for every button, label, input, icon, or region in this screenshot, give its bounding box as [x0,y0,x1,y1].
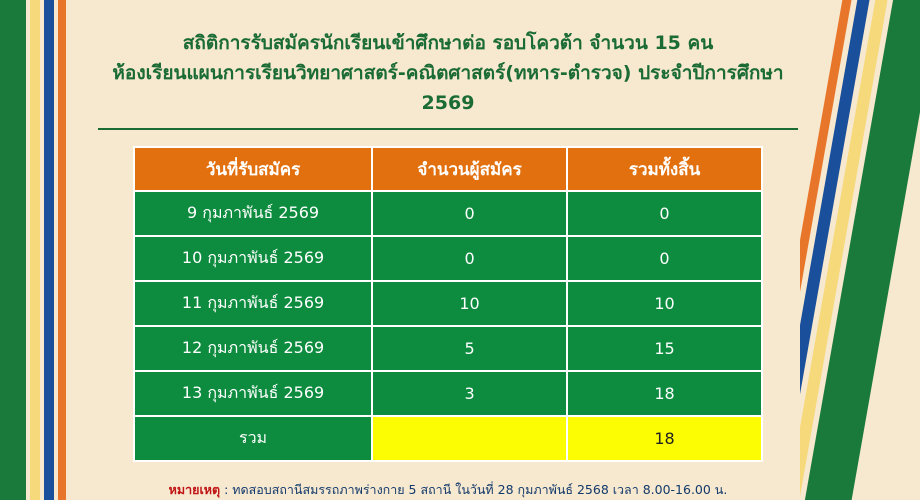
cell-summary-applicants [372,416,567,461]
table-row [134,326,762,371]
cell-summary-total: 18 [567,416,762,461]
cell-applicants: 0 [372,236,567,281]
column-header-total: รวมทั้งสิ้น [567,147,762,191]
cell-applicants: 0 [372,191,567,236]
ribbon-bar-blue [44,0,54,500]
left-ribbon-decoration [0,0,86,500]
table-row [134,281,762,326]
cell-applicants: 10 [372,281,567,326]
cell-applicants: 5 [372,326,567,371]
table-row [134,191,762,236]
cell-total: 18 [567,371,762,416]
cell-summary-label: รวม [134,416,372,461]
title-divider [98,128,798,130]
ribbon-bar-yellow [30,0,40,500]
cell-total: 0 [567,191,762,236]
table-body [134,191,762,461]
statistics-table [133,146,763,462]
cell-total: 0 [567,236,762,281]
ribbon-bar-green [0,0,26,500]
page-title [86,0,810,130]
slide-content [86,0,810,500]
table-summary-row [134,416,762,461]
cell-date: 12 กุมภาพันธ์ 2569 [134,326,372,371]
title-line-2: ห้องเรียนแผนการเรียนวิทยาศาสตร์-คณิตศาสตร์(ทหาร-ตำรวจ) ประจำปีการศึกษา 2569 [112,62,784,114]
table-header-row [134,147,762,191]
statistics-table-wrapper [133,146,763,462]
title-line-1: สถิติการรับสมัครนักเรียนเข้าศึกษาต่อ รอบโควต้า จำนวน 15 คน [182,32,714,54]
footnote [118,480,778,500]
cell-date: 10 กุมภาพันธ์ 2569 [134,236,372,281]
table-row [134,236,762,281]
right-ribbon-decoration [800,0,920,500]
table-row [134,371,762,416]
cell-total: 15 [567,326,762,371]
cell-date: 11 กุมภาพันธ์ 2569 [134,281,372,326]
cell-total: 10 [567,281,762,326]
table-header [134,147,762,191]
cell-applicants: 3 [372,371,567,416]
column-header-date: วันที่รับสมัคร [134,147,372,191]
cell-date: 13 กุมภาพันธ์ 2569 [134,371,372,416]
footnote-label: หมายเหตุ [168,482,221,497]
footnote-text: : ทดสอบสถานีสมรรถภาพร่างกาย 5 สถานี ในวันที่ 28 กุมภาพันธ์ 2568 เวลา 8.00-16.00 น. [220,482,728,497]
column-header-applicants: จำนวนผู้สมัคร [372,147,567,191]
ribbon-bar-orange [58,0,66,500]
cell-date: 9 กุมภาพันธ์ 2569 [134,191,372,236]
